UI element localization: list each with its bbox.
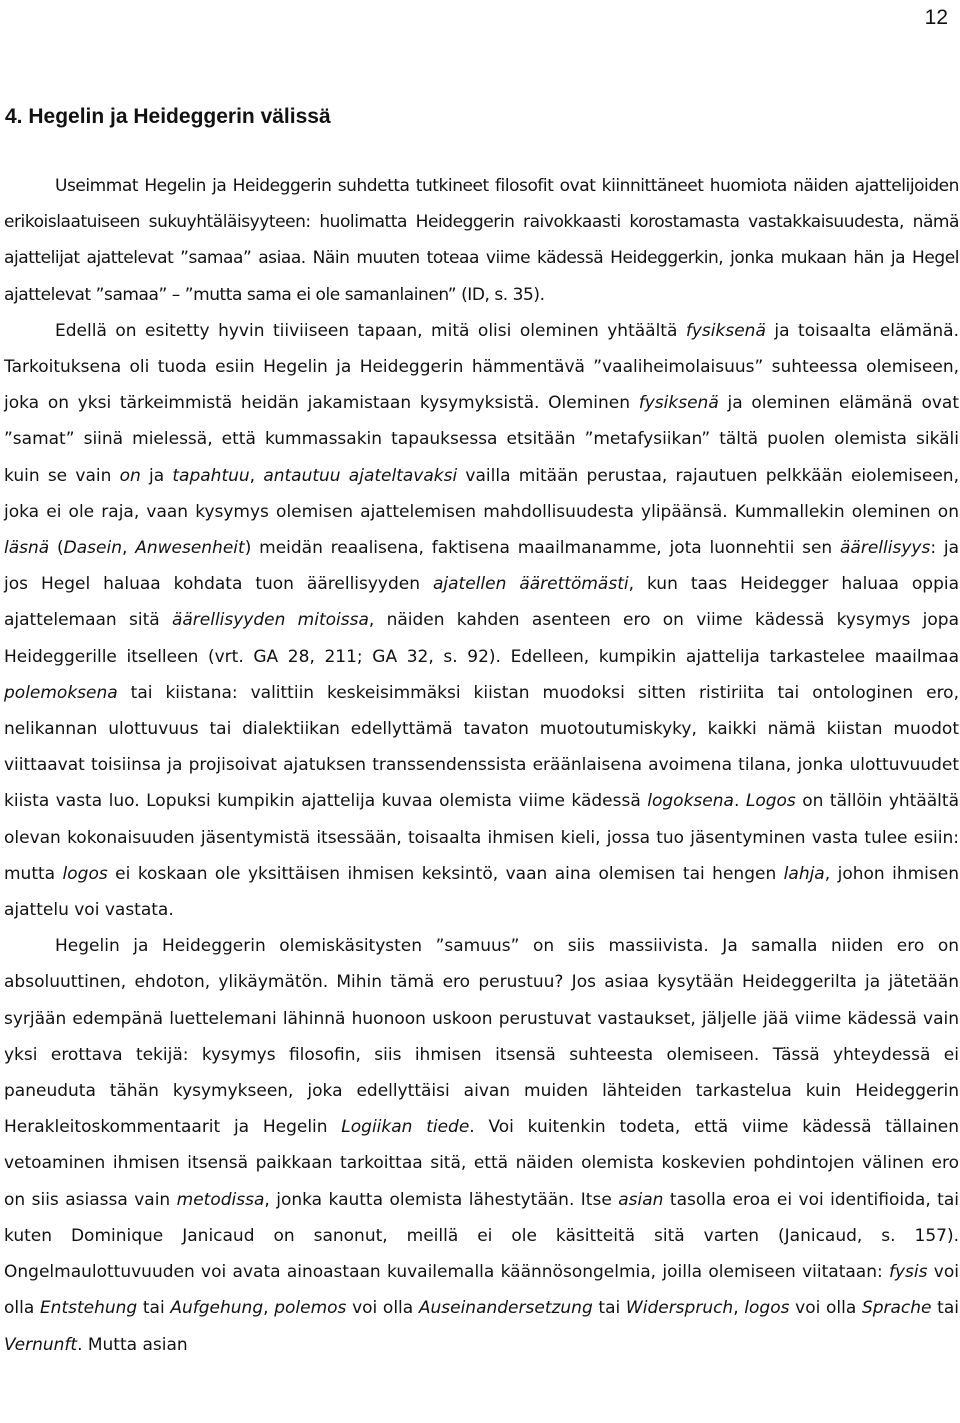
italic-text: asian	[618, 1189, 664, 1210]
text-run: on tällöin yhtäältä olevan kokonaisuuden jäsentymistä itsessään, toisaalta ihmisen kieli, jossa tuo jäsentyminen vasta tulee esiin: mutta	[4, 791, 959, 884]
italic-text: Entstehung	[39, 1298, 138, 1319]
italic-text: Sprache	[861, 1298, 932, 1319]
text-run: Edellä on esitetty hyvin tiiviiseen tapaan, mitä olisi oleminen yhtäältä	[55, 320, 686, 341]
text-run: , kun taas Heidegger haluaa oppia ajattelemaan sitä	[4, 574, 960, 631]
italic-text: fysiksenä	[638, 393, 719, 414]
text-run: ja toisaalta elämänä. Tarkoituksena oli tuoda esiin Hegelin ja Heideggerin hämmentävä ”vaaliheimolaisuus” suhteessa olemiseen, joka on yksi tärkeimmistä heidän jakamistaan kysymyksistä. Oleminen	[4, 320, 959, 414]
text-run: Hegelin ja Heideggerin olemiskäsitysten ”samuus” on siis massiivista. Ja samalla niiden ero on absoluuttinen, ehdoton, ylikäymätön. Mihin tämä ero perustuu? Jos asiaa kysytään Heideggerilta ja jätetään syrjään edempänä luettelemani lähinnä huonoon uskoon perustuvat vastaukset, jäljelle jää viime kädessä vain yksi erottava tekijä: kysymys filosofin, siis ihmisen itsensä suhteesta olemiseen. Tässä yhteydessä ei paneuduta tähän kysymykseen, joka edellyttäisi aivan muiden lähteiden tarkastelua kuin Heideggerin Herakleitoskommentaarit ja Hegelin	[4, 936, 959, 1138]
italic-text: fysiksenä	[685, 320, 766, 341]
text-run: .	[733, 791, 746, 812]
italic-text: logos	[744, 1298, 790, 1319]
text-run: , jonka kautta olemista lähestytään. Itse	[264, 1189, 619, 1210]
text-run: : ja jos Hegel haluaa kohdata tuon äärellisyyden	[4, 538, 959, 595]
text-run: , johon ihmisen ajattelu voi vastata.	[4, 863, 959, 921]
body-text	[4, 168, 959, 1363]
italic-text: fysis	[889, 1262, 928, 1283]
text-run: ,	[249, 465, 264, 486]
italic-text: ajatellen äärettömästi	[433, 574, 629, 595]
text-run: (	[49, 538, 64, 559]
paragraph-3	[4, 928, 959, 1362]
text-run: ) meidän reaalisena, faktisena maailmanamme, jota luonnehtii sen	[244, 538, 841, 559]
italic-text: Vernunft	[4, 1334, 78, 1355]
text-run: ,	[733, 1298, 745, 1319]
italic-text: lahja	[783, 863, 825, 884]
text-run: ei koskaan ole yksittäisen ihmisen keksintö, vaan aina olemisen tai hengen	[107, 863, 784, 884]
italic-text: äärellisyyden mitoissa	[171, 610, 369, 631]
italic-text: logos	[62, 863, 108, 884]
italic-text: polemos	[274, 1298, 347, 1319]
text-run: tai	[137, 1298, 171, 1319]
text-run: tai	[931, 1298, 959, 1319]
page-number: 12	[924, 6, 948, 29]
italic-text: metodissa	[176, 1189, 265, 1210]
paragraph-2	[4, 313, 959, 928]
italic-text: tapahtuu	[172, 465, 250, 486]
text-run: ja	[140, 465, 173, 486]
text-run: , näiden kahden asenteen ero on viime kädessä kysymys jopa Heideggerille itselleen (vrt. GA 28, 211; GA 32, s. 92). Edelleen, kumpikin ajattelija tarkastelee maailmaa	[4, 610, 959, 667]
text-run: voi olla	[346, 1298, 419, 1319]
text-run: ,	[263, 1298, 275, 1319]
italic-text: Widerspruch	[625, 1298, 734, 1319]
italic-text: Logiikan tiede	[341, 1117, 470, 1138]
italic-text: Logos	[745, 791, 796, 812]
text-run: tai kiistana: valittiin keskeisimmäksi kiistan muodoksi sitten ristiriita tai ontologinen ero, nelikannan ulottuvuus tai dialektiikan edellyttämä tavaton muotoutumiskyky, kaikki nämä kiistan muodot viittaavat toisiinsa ja projisoivat ajatuksen transsendenssista eräänlaisena avoimena tilana, jonka ulottuvuudet kiista vasta luo. Lopuksi kumpikin ajattelija kuvaa olemista viime kädessä	[4, 682, 959, 812]
italic-text: äärellisyys	[840, 538, 931, 559]
italic-text: antautuu ajateltavaksi	[263, 465, 458, 486]
italic-text: Anwesenheit	[135, 538, 245, 559]
italic-text: Dasein	[63, 538, 122, 559]
text-run: tai	[592, 1298, 626, 1319]
text-run: vailla mitään perustaa, rajautuen pelkkään eiolemiseen, joka ei ole raja, vaan kysymys olemisen ajattelemisen mahdollisuudesta ylipäänsä. Kummallekin oleminen on	[4, 465, 959, 522]
text-run: tasolla eroa ei voi identifioida, tai kuten Dominique Janicaud on sanonut, meillä ei ole käsitteitä sitä varten (Janicaud, s. 157). Ongelmaulottuvuuden voi avata ainoastaan kuvailemalla käännösongelmia, joilla olemiseen viitataan:	[4, 1189, 959, 1283]
text-run: ja oleminen elämänä ovat ”samat” siinä mielessä, että kummassakin tapauksessa etsitään ”metafysiikan” tältä puolen olemista sikäli kuin se vain	[4, 393, 959, 486]
section-heading: 4. Hegelin ja Heideggerin välissä	[5, 105, 331, 128]
italic-text: Auseinandersetzung	[418, 1298, 593, 1319]
text-run: ,	[121, 538, 136, 559]
italic-text: on	[119, 465, 141, 486]
italic-text: polemoksena	[4, 682, 118, 703]
paragraph-1	[4, 168, 959, 313]
text-run: voi olla	[789, 1298, 862, 1319]
italic-text: logoksena	[647, 791, 734, 812]
text-run: . Voi kuitenkin todeta, että viime kädessä tällainen vetoaminen ihmisen itsensä paikkaan tarkoittaa sitä, että näiden olemista koskevien pohdintojen välinen ero on siis asiassa vain	[4, 1117, 959, 1210]
text-run: voi olla	[4, 1262, 959, 1319]
italic-text: Aufgehung	[170, 1298, 264, 1319]
italic-text: läsnä	[4, 538, 50, 559]
text-run: Useimmat Hegelin ja Heideggerin suhdetta tutkineet filosofit ovat kiinnittäneet huomiota näiden ajattelijoiden erikoislaatuiseen sukuyhtäläisyyteen: huolimatta Heideggerin raivokkaasti korostamasta vastakkaisuudesta, nämä ajattelijat ajattelevat ”samaa” asiaa. Näin muuten toteaa viime kädessä Heideggerkin, jonka mukaan hän ja Hegel ajattelevat ”samaa” – ”mutta sama ei ole samanlainen” (ID, s. 35).	[4, 176, 959, 305]
text-run: . Mutta asian	[77, 1334, 188, 1355]
